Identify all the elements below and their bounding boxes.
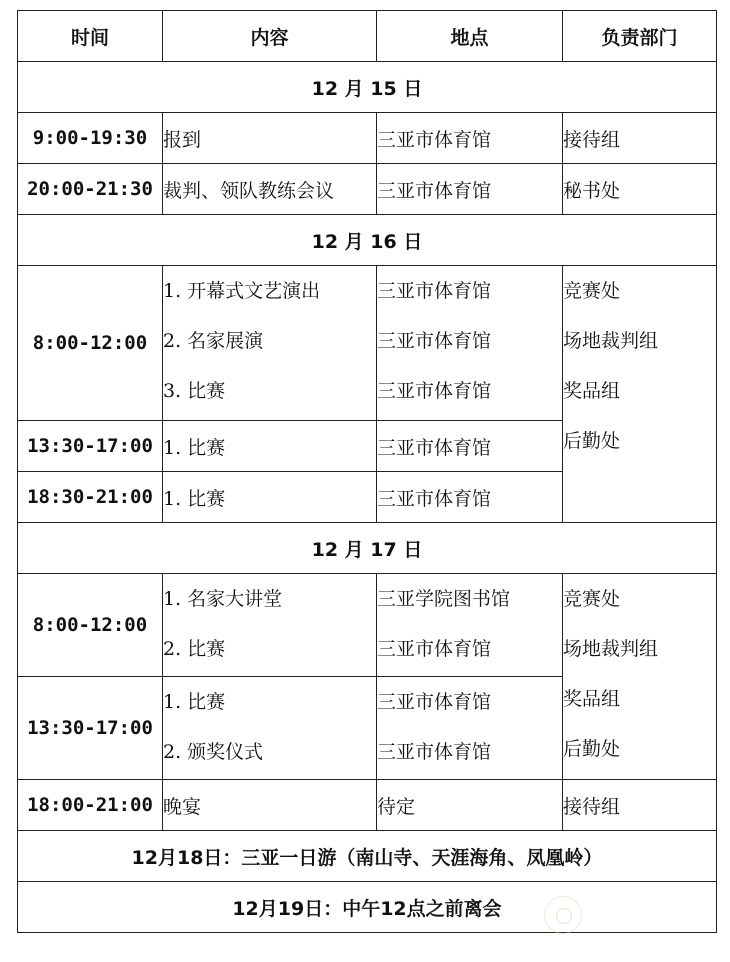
dept-item: 奖品组 (563, 688, 621, 710)
dept-cell (563, 574, 717, 780)
header-row (18, 11, 717, 62)
time-cell: 9:00-19:30 (18, 113, 163, 164)
content-item: 2. 名家展演 (163, 330, 264, 352)
place-cell (377, 574, 563, 677)
content-cell (163, 574, 377, 677)
dept-item: 竞赛处 (563, 280, 621, 302)
time-cell: 18:00-21:00 (18, 780, 163, 831)
place-cell (377, 266, 563, 421)
content-cell: 1. 比赛 (163, 421, 377, 472)
content-cell: 晚宴 (163, 780, 377, 831)
dept-item: 后勤处 (563, 738, 621, 760)
content-item: 3. 比赛 (163, 380, 226, 402)
date-row (18, 215, 717, 266)
time-cell: 8:00-12:00 (18, 266, 163, 421)
header-dept: 负责部门 (563, 11, 717, 62)
content-cell: 报到 (163, 113, 377, 164)
place-cell: 三亚市体育馆 (377, 113, 563, 164)
date-dec-17: 12 月 17 日 (18, 523, 717, 574)
table-row (18, 780, 717, 831)
time-cell: 13:30-17:00 (18, 677, 163, 780)
header-time: 时间 (18, 11, 163, 62)
place-item: 三亚市体育馆 (377, 691, 492, 713)
date-row (18, 882, 717, 933)
table-row (18, 164, 717, 215)
date-dec-18-note: 12月18日：三亚一日游（南山寺、天涯海角、凤凰岭） (18, 831, 717, 882)
dept-item: 场地裁判组 (563, 330, 659, 352)
dept-item: 场地裁判组 (563, 638, 659, 660)
place-item: 三亚市体育馆 (377, 280, 492, 302)
place-item: 三亚市体育馆 (377, 741, 492, 763)
content-cell (163, 266, 377, 421)
dept-cell (563, 266, 717, 523)
place-cell: 待定 (377, 780, 563, 831)
content-item: 2. 颁奖仪式 (163, 741, 264, 763)
header-place: 地点 (377, 11, 563, 62)
place-cell: 三亚市体育馆 (377, 164, 563, 215)
content-item: 2. 比赛 (163, 638, 226, 660)
place-item: 三亚学院图书馆 (377, 588, 511, 610)
content-item: 1. 名家大讲堂 (163, 588, 283, 610)
place-cell: 三亚市体育馆 (377, 472, 563, 523)
place-item: 三亚市体育馆 (377, 380, 492, 402)
table-row (18, 113, 717, 164)
date-dec-19-note: 12月19日：中午12点之前离会 (18, 882, 717, 933)
dept-item: 奖品组 (563, 380, 621, 402)
date-dec-16: 12 月 16 日 (18, 215, 717, 266)
dept-cell: 接待组 (563, 113, 717, 164)
content-cell: 裁判、领队教练会议 (163, 164, 377, 215)
schedule-table (17, 10, 717, 933)
watermark-seal (544, 896, 582, 934)
dept-cell: 接待组 (563, 780, 717, 831)
time-cell: 13:30-17:00 (18, 421, 163, 472)
date-dec-15: 12 月 15 日 (18, 62, 717, 113)
date-row (18, 523, 717, 574)
header-content: 内容 (163, 11, 377, 62)
time-cell: 20:00-21:30 (18, 164, 163, 215)
place-cell: 三亚市体育馆 (377, 421, 563, 472)
content-cell: 1. 比赛 (163, 472, 377, 523)
table-row (18, 266, 717, 421)
dept-item: 竞赛处 (563, 588, 621, 610)
place-cell (377, 677, 563, 780)
place-item: 三亚市体育馆 (377, 330, 492, 352)
content-cell (163, 677, 377, 780)
content-item: 1. 开幕式文艺演出 (163, 280, 321, 302)
time-cell: 18:30-21:00 (18, 472, 163, 523)
content-item: 1. 比赛 (163, 691, 226, 713)
time-cell: 8:00-12:00 (18, 574, 163, 677)
dept-cell: 秘书处 (563, 164, 717, 215)
dept-item: 后勤处 (563, 430, 621, 452)
date-row (18, 62, 717, 113)
date-row (18, 831, 717, 882)
table-row (18, 574, 717, 677)
place-item: 三亚市体育馆 (377, 638, 492, 660)
